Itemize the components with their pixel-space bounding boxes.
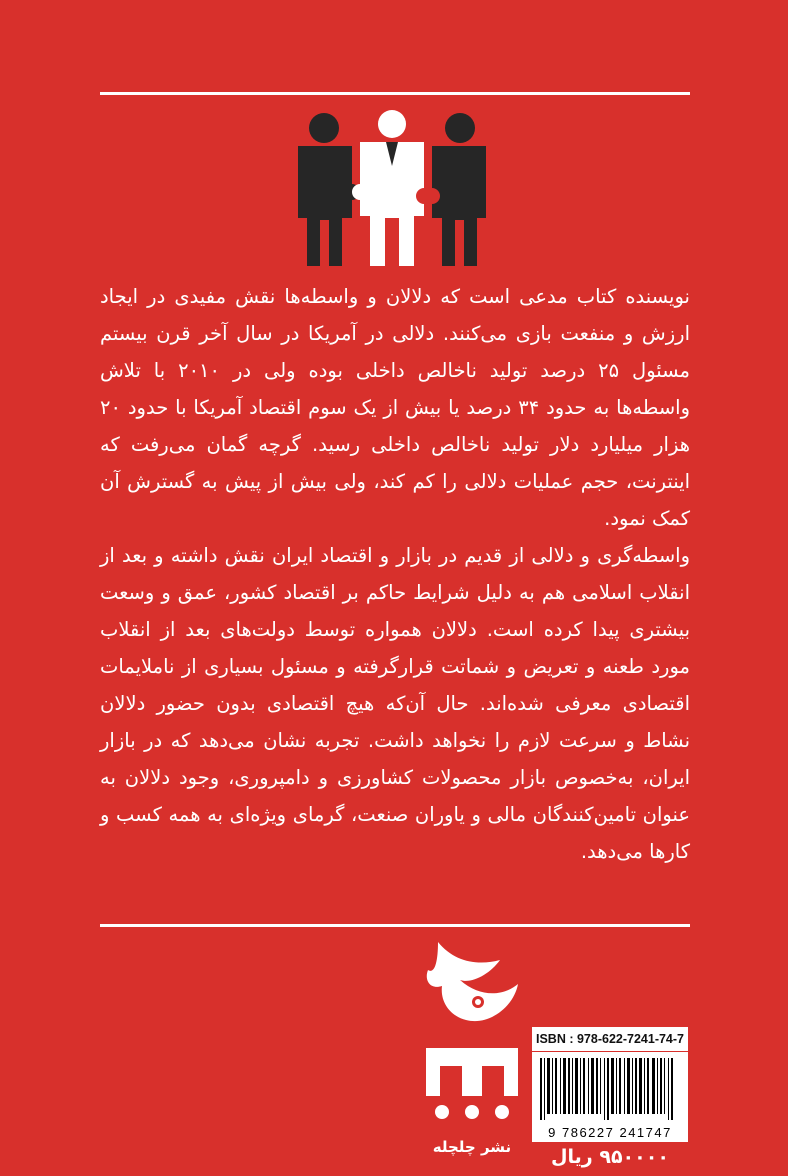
right-person-figure	[432, 113, 486, 266]
price-label: ۹۵۰۰۰۰ ریال	[551, 1146, 669, 1168]
isbn-label: ISBN : 978-622-7241-74-7	[532, 1027, 688, 1051]
swallow-logo-icon	[420, 940, 524, 1136]
barcode-bars	[538, 1058, 682, 1120]
puzzle-people-icon	[290, 108, 500, 268]
back-cover-blurb	[100, 278, 690, 870]
barcode	[532, 1052, 688, 1142]
left-person-figure	[298, 113, 360, 266]
publisher-name: نشر چلچله	[432, 1138, 512, 1156]
center-person-figure	[352, 110, 424, 266]
barcode-digits: 9 786227 241747	[548, 1125, 672, 1140]
blurb-paragraph: نویسنده کتاب مدعی است که دلالان و واسطه‌ها نقش مفیدی در ایجاد ارزش و منفعت بازی می‌کنند. دلالی در آمریکا در سال آخر قرن بیستم مسئول ۲۵ درصد تولید ناخالص داخلی بوده ولی در ۲۰۱۰ با تلاش واسطه‌ها به حدود ۳۴ درصد یا بیش از یک سوم اقتصاد آمریکا با حدود ۲۰ هزار میلیارد دلار تولید ناخالص داخلی رسید. گرچه گمان می‌رفت که اینترنت، حجم عملیات دلالی را کم کند، ولی بیش از پیش به گسترش آن کمک نمود.	[100, 285, 691, 530]
blurb-paragraph: واسطه‌گری و دلالی از قدیم در بازار و اقتصاد ایران نقش داشته و بعد از انقلاب اسلامی هم به دلیل شرایط حاکم بر اقتصاد کشور، عمق و وسعت بیشتری پیدا کرده است. دلالان همواره توسط دولت‌های بعد از انقلاب مورد طعنه و تعریض و شماتت قرارگرفته و مسئول بسیاری از ناملایمات اقتصادی معرفی شده‌اند. حال آن‌که هیچ اقتصادی بدون حضور دلالان نشاط و سرعت لازم را نخواهد داشت. تجربه نشان می‌دهد که در بازار ایران، به‌خصوص بازار محصولات کشاورزی و دامپروری، وجود دلالان به عنوان تامین‌کنندگان مالی و یاوران صنعت، گرمای ویژه‌ای به همه کسب و کارها می‌دهد.	[100, 544, 690, 863]
bottom-divider	[100, 924, 690, 927]
top-divider	[100, 92, 690, 95]
